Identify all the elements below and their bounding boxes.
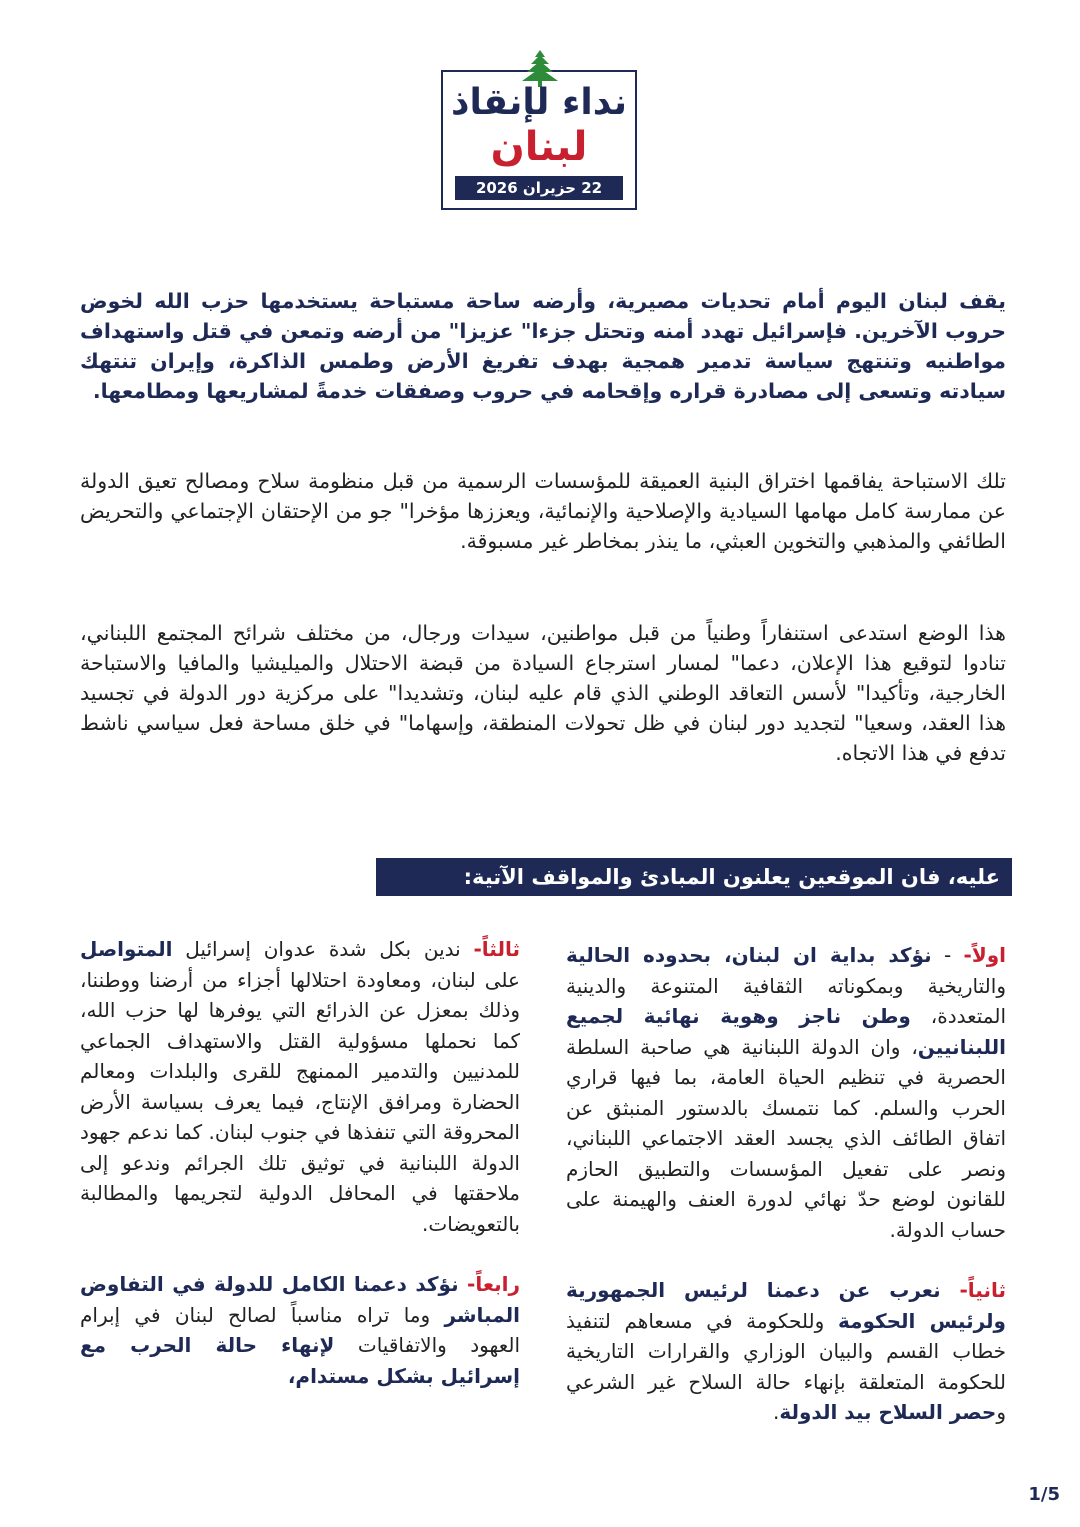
campaign-logo [441, 70, 637, 210]
intro-paragraph-2: تلك الاستباحة يفاقمها اختراق البنية العميقة للمؤسسات الرسمية من قبل منظومة سلاح ومصالح تعيق الدولة عن ممارسة كامل مهامها السيادية والإصلاحية والإنمائية، ويعززها مؤخرا" جو من الإحتقان الإجتماعي والتحريض الطائفي والمذهبي والتخوين العبثي، ما ينذر بمخاطر غير مسبوقة. [80, 469, 1006, 553]
point-third [80, 934, 520, 1239]
point-second-text-1: وللحكومة في مسعاهم لتنفيذ خطاب القسم والبيان الوزاري والقرارات التاريخية للحكومة المتعلقة بإنهاء حالة السلاح غير الشرعي و [566, 1308, 1006, 1424]
point-first-text-3: ، وان الدولة اللبنانية هي صاحبة السلطة الحصرية في تنظيم الحياة العامة، بما فيها قراري الحرب والسلم. كما نتمسك بالدستور المنبثق عن اتفاق الطائف الذي يجسد العقد الاجتماعي اللبناني، ونصر على تفعيل المؤسسات والتطبيق الحازم للقانون لوضع حدّ نهائي لدورة العنف والهيمنة على حساب الدولة. [566, 1034, 1006, 1242]
point-second [566, 1275, 1006, 1428]
point-third-label: ثالثاً- [473, 937, 520, 961]
page-number: 1/5 [1028, 1484, 1060, 1505]
logo-title-line1: نداء لإنقاذ [450, 82, 628, 123]
point-fourth-bold-2: لإنهاء حالة الحرب مع إسرائيل بشكل مستدام، [80, 1333, 520, 1388]
logo-date-badge: 22 حزيران 2026 [455, 176, 623, 200]
right-column [566, 940, 1006, 1428]
section-heading-bar: عليه، فان الموقعين يعلنون المبادئ والمواقف الآتية: [376, 858, 1012, 896]
point-fourth-label: رابعاً- [467, 1272, 520, 1296]
point-fourth-bold-1: نؤكد دعمنا الكامل للدولة في التفاوض المباشر [80, 1272, 520, 1327]
point-first-bold-1: نؤكد بداية ان لبنان، بحدوده الحالية [566, 943, 932, 967]
left-column [80, 934, 520, 1391]
point-third-text-2: على لبنان، ومعاودة احتلالها أجزاء من أرضنا ووطننا، وذلك بمعزل عن الذرائع التي يوفرها لها حزب الله، كما نحملها مسؤولية القتل والاستهداف الجماعي للمدنيين والتدمير الممنهج للقرى والبلدات ومعالم الحضارة ومرافق الإنتاج، فيما يعرف بسياسة الأرض المحروقة التي تنفذها في جنوب لبنان. كما ندعم جهود الدولة اللبنانية في توثيق تلك الجرائم وندعو إلى ملاحقتها في المحافل الدولية لتجريمها والمطالبة بالتعويضات. [80, 967, 520, 1236]
point-first-label: اولاً- [963, 943, 1006, 967]
point-fourth [80, 1269, 520, 1391]
point-second-bold-2: حصر السلاح بيد الدولة [779, 1400, 997, 1424]
point-second-label: ثانياً- [959, 1278, 1006, 1302]
logo-title-line2: لبنان [490, 124, 588, 170]
point-first-text-2: والتاريخية وبمكوناته الثقافية المتنوعة والدينية المتعددة، [566, 973, 1007, 1028]
point-first-sep: - [931, 943, 964, 967]
intro-paragraph-3: هذا الوضع استدعى استنفاراً وطنياً من قبل مواطنين، سيدات ورجال، من مختلف شرائح المجتمع اللبناني، تنادوا لتوقيع هذا الإعلان، دعما" لمسار استرجاع السيادة من قبضة الاحتلال والميليشيا والمافيا والاستباحة الخارجية، وتأكيدا" لأسس التعاقد الوطني الذي قام عليه لبنان، وتشديدا" على مركزية دور الدولة في تجسيد هذا العقد، وسعيا" لتجديد دور لبنان في ظل تحولات المنطقة، وإسهاما" في خلق مساحة فعل سياسي ناشط تدفع في هذا الاتجاه. [80, 621, 1006, 765]
point-first [566, 940, 1006, 1245]
point-third-bold-1: المتواصل [80, 937, 173, 961]
point-third-text-1: ندين بكل شدة عدوان إسرائيل [172, 937, 474, 961]
point-first-bold-2: وطن ناجز وهوية نهائية لجميع اللبنانيين [566, 1004, 1006, 1059]
point-second-bold-1: نعرب عن دعمنا لرئيس الجمهورية ولرئيس الحكومة [566, 1278, 1006, 1333]
point-fourth-text-1: وما تراه مناسباً لصالح لبنان في إبرام العهود والاتفاقيات [80, 1302, 521, 1357]
intro-paragraph-1: يقف لبنان اليوم أمام تحديات مصيرية، وأرضه ساحة مستباحة يستخدمها حزب الله لخوض حروب الآخرين. فإسرائيل تهدد أمنه وتحتل جزءا" عزيزا" من أرضه وتمعن في قتل واستهداف مواطنيه وتنتهج سياسة تدمير همجية بهدف تفريغ الأرض وطمس الذاكرة، وإيران تنتهك سيادته وتسعى إلى مصادرة قراره وإقحامه في حروب وصفقات خدمةً لمشاريعها ومطامعها. [80, 289, 1006, 403]
point-second-text-2: . [772, 1400, 780, 1424]
